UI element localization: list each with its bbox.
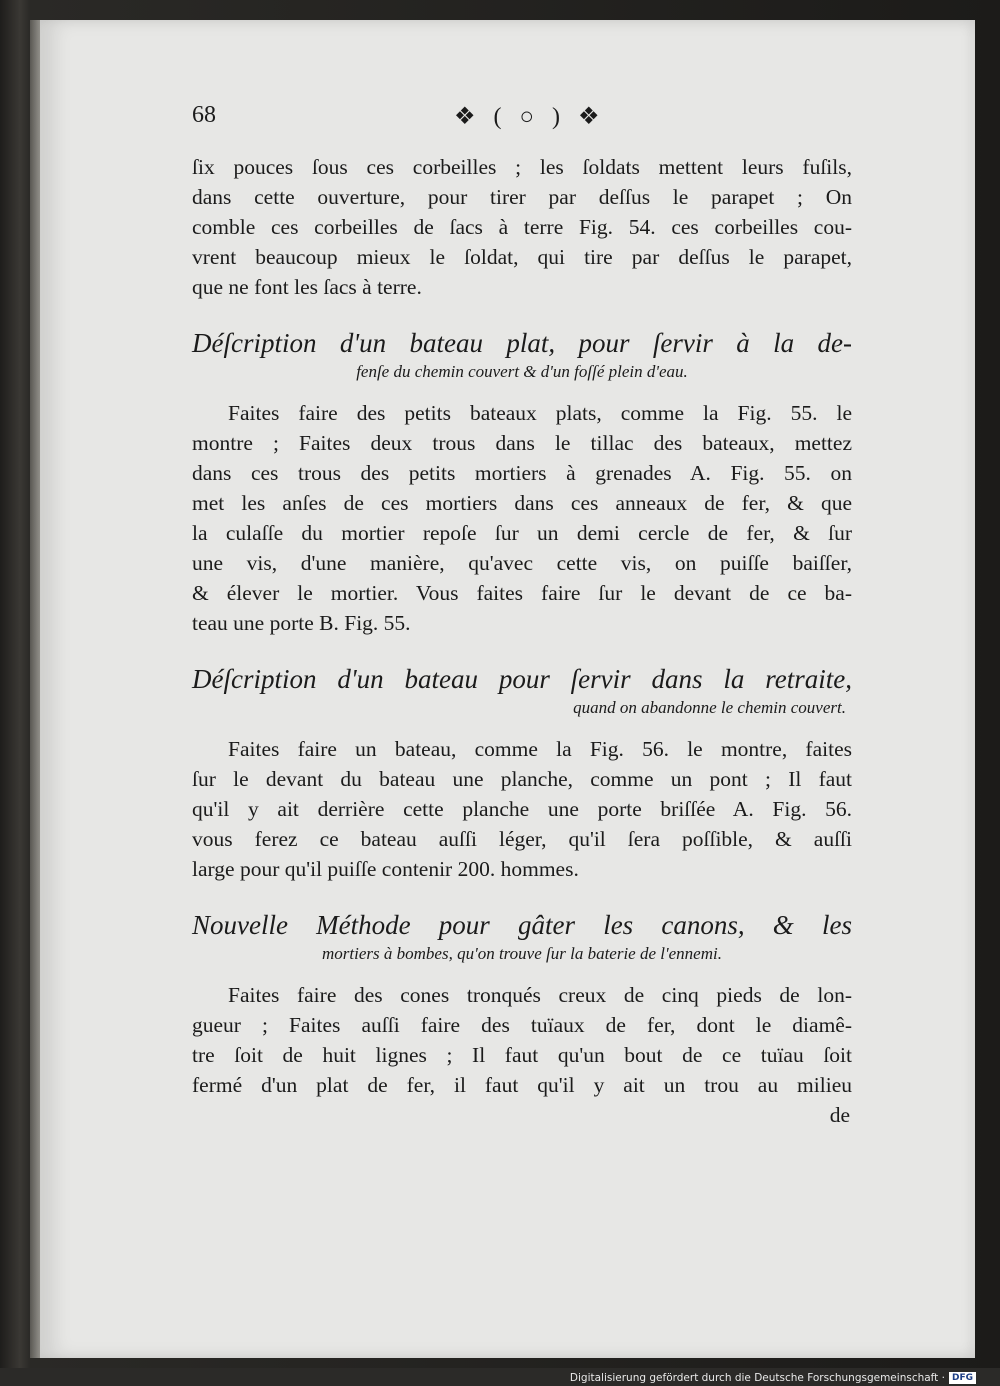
section-title (192, 908, 852, 966)
paragraph (192, 398, 852, 638)
paragraph (192, 980, 852, 1100)
section-title-main: Déſcription d'un bateau pour ſervir dans la retraite, (192, 664, 852, 694)
text-line: dans ces trous des petits mortiers à grenades A. Fig. 55. on (192, 461, 852, 485)
section-title (192, 326, 852, 384)
credit-text: Digitalisierung gefördert durch die Deutsche Forschungsgemeinschaft · (569, 1372, 945, 1384)
section-title-sub: fenſe du chemin couvert & d'un foſſé plein d'eau. (356, 362, 688, 381)
text-line: tre ſoit de huit lignes ; Il faut qu'un bout de ce tuïau ſoit (192, 1043, 852, 1067)
dfg-logo: DFG (949, 1372, 976, 1384)
text-line: ſix pouces ſous ces corbeilles ; les ſoldats mettent leurs fuſils, (192, 155, 852, 179)
text-line: vous ferez ce bateau auſſi léger, qu'il ſera poſſible, & auſſi (192, 827, 852, 851)
section-title-main: Déſcription d'un bateau plat, pour ſervir à la de- (192, 328, 852, 358)
text-line: met les anſes de ces mortiers dans ces anneaux de fer, & que (192, 491, 852, 515)
text-line: large pour qu'il puiſſe contenir 200. hommes. (192, 857, 579, 881)
text-line: Faites faire des petits bateaux plats, comme la Fig. 55. le (228, 401, 852, 425)
paragraph (192, 734, 852, 884)
text-line: Faites faire un bateau, comme la Fig. 56. le montre, faites (228, 737, 852, 761)
section-title-sub: quand on abandonne le chemin couvert. (573, 698, 846, 717)
text-line: teau une porte B. Fig. 55. (192, 611, 411, 635)
text-line: & élever le mortier. Vous faites faire ſur le devant de ce ba- (192, 581, 852, 605)
paragraph (192, 152, 852, 302)
section-title-main: Nouvelle Méthode pour gâter les canons, & les (192, 910, 852, 940)
text-line: qu'il y ait derrière cette planche une porte briſſée A. Fig. 56. (192, 797, 852, 821)
header-ornament: ❖ ( ○ ) ❖ (454, 104, 606, 130)
page-number: 68 (192, 102, 216, 128)
text-line: que ne font les ſacs à terre. (192, 275, 422, 299)
text-line: Faites faire des cones tronqués creux de cinq pieds de lon- (228, 983, 852, 1007)
page-header (192, 102, 852, 142)
text-line: comble ces corbeilles de ſacs à terre Fig. 54. ces corbeilles cou- (192, 215, 852, 239)
text-line: la culaſſe du mortier repoſe ſur un demi cercle de fer, & ſur (192, 521, 852, 545)
digitization-credit (570, 1372, 976, 1384)
text-line: une vis, d'une manière, qu'avec cette vis, on puiſſe baiſſer, (192, 551, 852, 575)
catchword: de (829, 1103, 850, 1127)
text-line: fermé d'un plat de fer, il faut qu'il y ait un trou au milieu (192, 1073, 852, 1097)
text-line: vrent beaucoup mieux le ſoldat, qui tire par deſſus le parapet, (192, 245, 852, 269)
section-title (192, 662, 852, 720)
text-line: ſur le devant du bateau une planche, comme un pont ; Il faut (192, 767, 852, 791)
text-line: gueur ; Faites auſſi faire des tuïaux de fer, dont le diamê- (192, 1013, 852, 1037)
page-body (192, 152, 852, 1130)
text-line: montre ; Faites deux trous dans le tillac des bateaux, mettez (192, 431, 852, 455)
section-title-sub: mortiers à bombes, qu'on trouve ſur la baterie de l'ennemi. (322, 944, 722, 963)
text-line: dans cette ouverture, pour tirer par deſſus le parapet ; On (192, 185, 852, 209)
